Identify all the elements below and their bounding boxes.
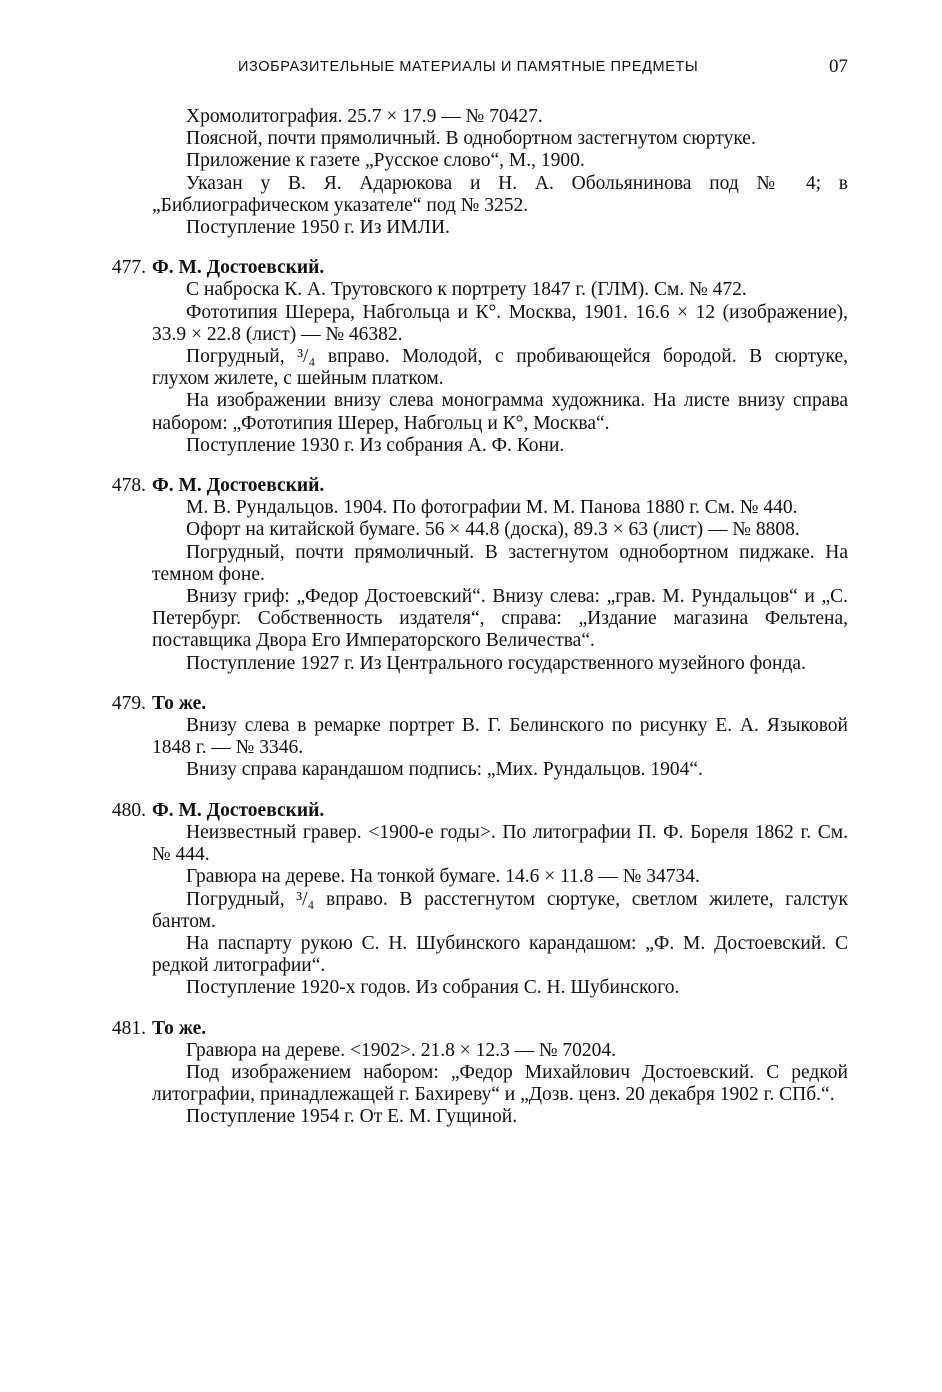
catalog-entry-477 [111, 257, 848, 457]
entry-number: 477. [111, 257, 146, 279]
entry-paragraph: Хромолитография. 25.7 × 17.9 — № 70427. [186, 106, 543, 127]
entry-heading [111, 692, 848, 715]
entry-title: Ф. М. Достоевский. [152, 257, 325, 279]
entry-paragraph: Погрудный, ³/₄ вправо. Молодой, с пробивающейся бородой. В сюртуке, глухом жилете, с шейным платком. [152, 346, 848, 390]
catalog-entry-479 [111, 692, 848, 782]
entry-paragraph: Гравюра на дереве. <1902>. 21.8 × 12.3 — № 70204. [186, 1039, 617, 1061]
catalog-entry-480 [111, 799, 848, 1000]
entry-paragraph: На изображении внизу слева монограмма художника. На листе внизу справа набором: „Фототипия Шерер, Набгольц и К°, Москва“. [152, 390, 848, 434]
entry-paragraph: Под изображением набором: „Федор Михайлович Достоевский. С редкой литографии, принадлежащей г. Бахиреву“ и „Дозв. ценз. 20 декабря 1902 г. СПб.“. [152, 1061, 848, 1106]
entry-paragraph: Внизу гриф: „Федор Достоевский“. Внизу слева: „грав. М. Рундальцов“ и „С. Петербург. Собственность издателя“, справа: „Издание магазина Фельтена, поставщика Двора Его Императорского Величества“. [152, 586, 848, 652]
entry-title: Ф. М. Достоевский. [152, 475, 325, 497]
entry-number: 480. [111, 799, 146, 821]
entry-paragraph: М. В. Рундальцов. 1904. По фотографии М. М. Панова 1880 г. См. № 440. [186, 497, 798, 519]
entry-paragraph: Внизу справа карандашом подпись: „Мих. Рундальцов. 1904“. [186, 759, 703, 781]
entry-paragraph: Гравюра на дереве. На тонкой бумаге. 14.6 × 11.8 — № 34734. [186, 866, 700, 888]
entry-paragraph: Внизу слева в ремарке портрет В. Г. Белинского по рисунку Е. А. Языковой 1848 г. — № 3346. [152, 715, 848, 759]
entry-heading [111, 1017, 848, 1040]
entry-heading [111, 257, 848, 279]
entry-number: 481. [111, 1017, 146, 1039]
entry-paragraph: Погрудный, ³/₄ вправо. В расстегнутом сюртуке, светлом жилете, галстук бантом. [152, 888, 848, 932]
entry-paragraph: Неизвестный гравер. <1900-е годы>. По литографии П. Ф. Бореля 1862 г. См. № 444. [152, 821, 848, 866]
running-header [152, 56, 848, 80]
entry-paragraph: Офорт на китайской бумаге. 56 × 44.8 (доска), 89.3 × 63 (лист) — № 8808. [186, 519, 800, 541]
catalog-entry-478 [111, 475, 848, 675]
catalog-entry-481 [111, 1017, 848, 1129]
entry-paragraph: Поступление 1920-х годов. Из собрания С. Н. Шубинского. [186, 977, 680, 999]
running-title: ИЗОБРАЗИТЕЛЬНЫЕ МАТЕРИАЛЫ И ПАМЯТНЫЕ ПРЕДМЕТЫ [238, 59, 699, 75]
entry-title: То же. [152, 692, 207, 714]
entry-title: То же. [152, 1017, 207, 1039]
entry-paragraph: Фототипия Шерера, Набгольца и К°. Москва, 1901. 16.6 × 12 (изображение), 33.9 × 22.8 (лист) — № 46382. [152, 301, 848, 345]
page-content [111, 106, 848, 1129]
entry-paragraph: Поступление 1930 г. Из собрания А. Ф. Кони. [186, 434, 565, 456]
entry-paragraph: Поступление 1954 г. От Е. М. Гущиной. [186, 1106, 518, 1128]
entry-paragraph: На паспарту рукою С. Н. Шубинского карандашом: „Ф. М. Достоевский. С редкой литографии“. [152, 932, 848, 977]
entry-heading [111, 799, 848, 822]
page-number: 07 [829, 56, 848, 77]
entry-continuation [152, 106, 848, 239]
entry-title: Ф. М. Достоевский. [152, 799, 325, 821]
entry-number: 478. [111, 475, 146, 497]
entry-paragraph: Поясной, почти прямоличный. В однобортном застегнутом сюртуке. [186, 128, 756, 150]
entry-paragraph: Указан у В. Я. Адарюкова и Н. А. Обольянинова под № 4; в „Библиографическом указателе“ под № 3252. [152, 172, 848, 216]
entry-paragraph: Поступление 1927 г. Из Центрального государственного музейного фонда. [186, 652, 806, 674]
entry-paragraph: Приложение к газете „Русское слово“, М., 1900. [186, 150, 585, 172]
entry-paragraph: С наброска К. А. Трутовского к портрету 1847 г. (ГЛМ). См. № 472. [186, 279, 747, 301]
entry-paragraph: Поступление 1950 г. Из ИМЛИ. [186, 217, 450, 239]
entry-number: 479. [111, 692, 146, 714]
entry-heading [111, 475, 848, 497]
entry-paragraph: Погрудный, почти прямоличный. В застегнутом однобортном пиджаке. На темном фоне. [152, 541, 848, 585]
